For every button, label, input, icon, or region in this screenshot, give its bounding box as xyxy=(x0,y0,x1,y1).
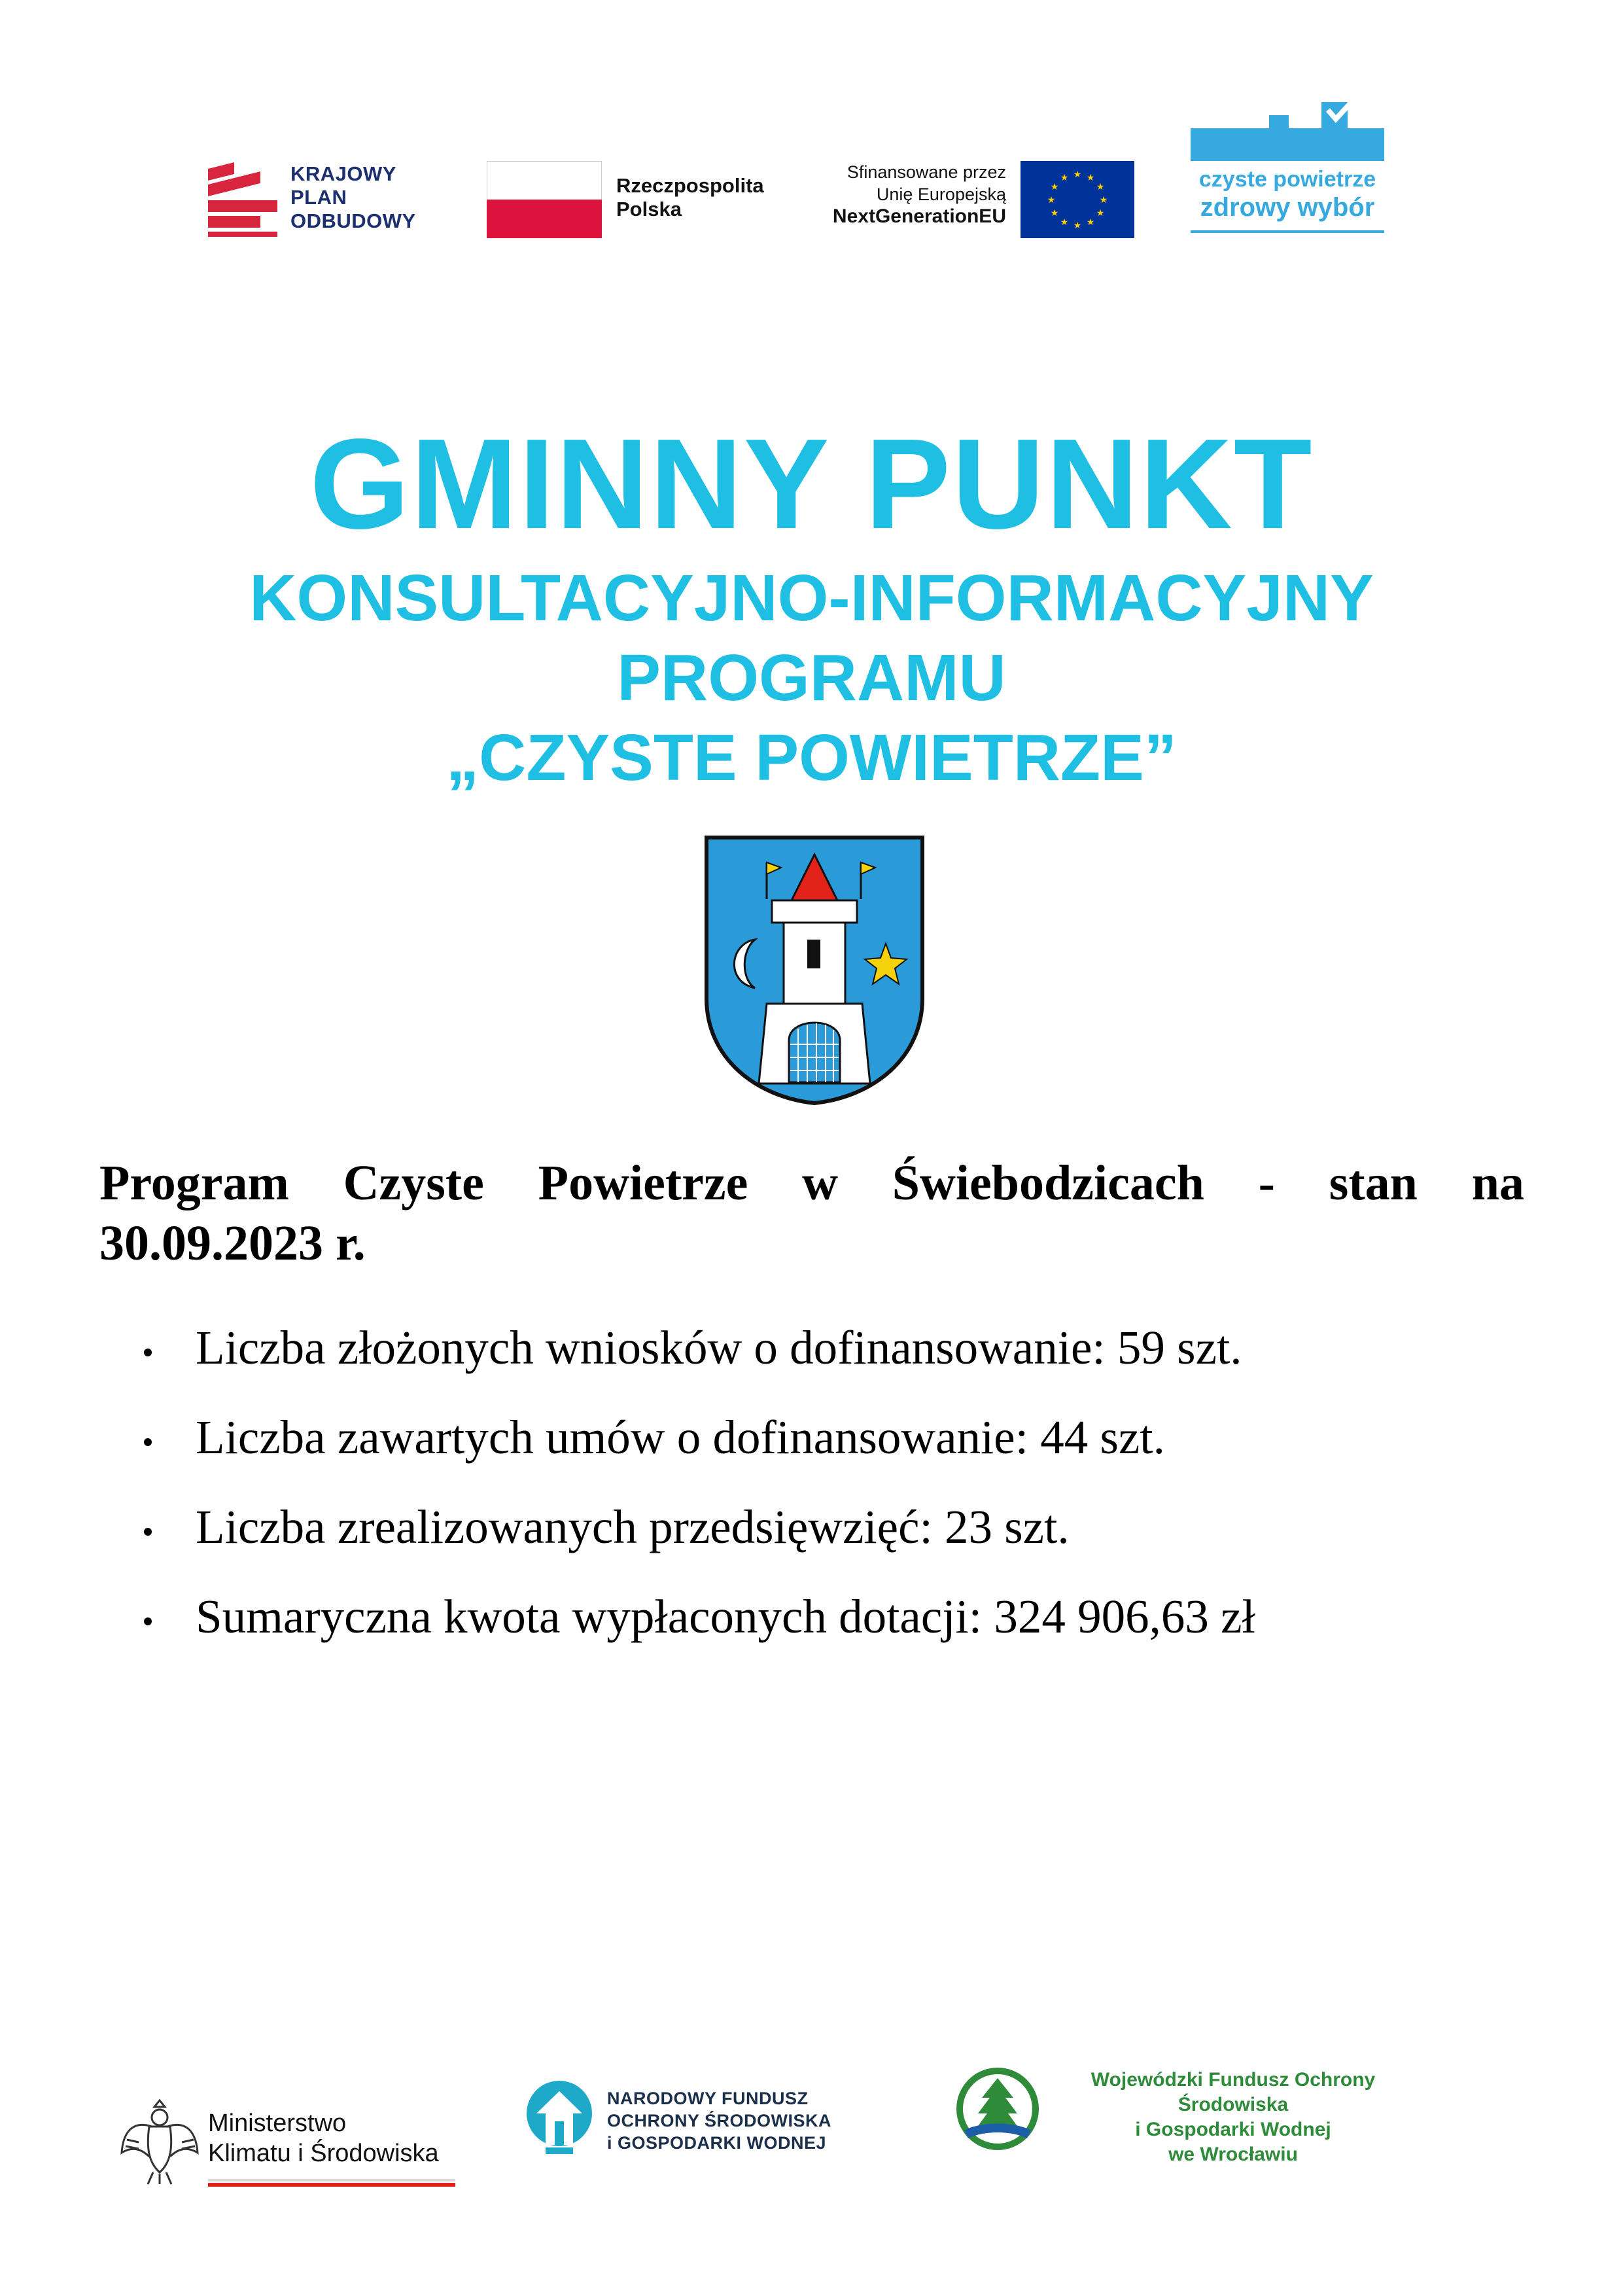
eu-funding-text xyxy=(805,161,1006,228)
swiebodzice-coat-of-arms-icon xyxy=(704,835,925,1106)
stat-text: Liczba złożonych wniosków o dofinansowanie: 59 szt. xyxy=(196,1321,1242,1374)
bullet-icon xyxy=(144,1617,152,1625)
bullet-icon xyxy=(144,1349,152,1356)
kpo-line: KRAJOWY xyxy=(290,162,396,185)
czyste-powietrze-text xyxy=(1191,166,1384,222)
svg-text:★: ★ xyxy=(1096,208,1105,219)
kpo-logo-text xyxy=(290,162,416,233)
nfos-line: OCHRONY ŚRODOWISKA xyxy=(607,2111,832,2130)
svg-text:★: ★ xyxy=(1060,173,1069,183)
subtitle-line-1: KONSULTACYJNO-INFORMACYJNY xyxy=(249,561,1374,635)
svg-text:★: ★ xyxy=(1073,221,1082,231)
wfosigw-logo-icon xyxy=(954,2065,1041,2153)
status-heading-line-1: Program Czyste Powietrze w Świebodzicach - stan na xyxy=(99,1156,1524,1210)
status-heading-line-2: 30.09.2023 r. xyxy=(99,1216,366,1271)
stat-text: Sumaryczna kwota wypłaconych dotacji: 324 906,63 zł xyxy=(196,1590,1255,1643)
poland-flag-icon xyxy=(487,161,602,238)
page-title: GMINNY PUNKT xyxy=(309,412,1314,556)
nfosigw-logo-text xyxy=(607,2087,831,2154)
list-item xyxy=(99,1320,1255,1375)
wfos-line: Wojewódzki Fundusz Ochrony Środowiska xyxy=(1091,2069,1376,2115)
wfosigw-logo-text xyxy=(1034,2068,1433,2167)
svg-text:★: ★ xyxy=(1050,208,1059,219)
czyste-line: czyste powietrze xyxy=(1198,167,1376,192)
svg-text:★: ★ xyxy=(1047,195,1056,205)
eu-flag-icon xyxy=(1021,161,1134,238)
nfos-line: i GOSPODARKI WODNEJ xyxy=(607,2133,827,2153)
wfos-line: i Gospodarki Wodnej xyxy=(1135,2119,1331,2140)
polish-eagle-icon xyxy=(119,2094,200,2185)
subtitle-line-2: PROGRAMU xyxy=(617,641,1006,715)
ministry-divider xyxy=(208,2179,455,2181)
kpo-line: PLAN xyxy=(290,186,347,209)
svg-text:★: ★ xyxy=(1086,173,1095,183)
wfos-line: we Wrocławiu xyxy=(1168,2144,1298,2165)
subtitle-line-3: „CZYSTE POWIETRZE” xyxy=(446,721,1177,794)
stat-text: Liczba zawartych umów o dofinansowanie: 44 szt. xyxy=(196,1411,1165,1464)
svg-text:★: ★ xyxy=(1086,217,1095,228)
ministry-line: Klimatu i Środowiska xyxy=(208,2140,439,2167)
poland-line: Rzeczpospolita xyxy=(616,174,764,197)
svg-text:★: ★ xyxy=(1099,195,1108,205)
svg-text:★: ★ xyxy=(1060,217,1069,228)
stat-text: Liczba zrealizowanych przedsięwzięć: 23 szt. xyxy=(196,1500,1070,1553)
ministry-line: Ministerstwo xyxy=(208,2110,347,2137)
kpo-logo-icon xyxy=(208,162,277,237)
eu-line: Unię Europejską xyxy=(876,185,1006,204)
list-item xyxy=(99,1500,1255,1555)
list-item xyxy=(99,1589,1255,1644)
czyste-line: zdrowy wybór xyxy=(1200,193,1375,222)
eu-line: NextGenerationEU xyxy=(832,205,1006,227)
poland-logo-text xyxy=(616,174,764,221)
nfosigw-logo-icon xyxy=(523,2079,595,2158)
nfos-line: NARODOWY FUNDUSZ xyxy=(607,2089,809,2108)
svg-text:★: ★ xyxy=(1096,182,1105,192)
kpo-line: ODBUDOWY xyxy=(290,209,416,232)
eu-line: Sfinansowane przez xyxy=(846,162,1006,182)
ministry-logo-text xyxy=(208,2108,439,2168)
bullet-icon xyxy=(144,1528,152,1536)
svg-text:★: ★ xyxy=(1073,169,1082,180)
list-item xyxy=(99,1410,1255,1465)
stats-list xyxy=(99,1320,1255,1679)
poland-line: Polska xyxy=(616,198,682,221)
bullet-icon xyxy=(144,1438,152,1446)
svg-text:★: ★ xyxy=(1050,182,1059,192)
ministry-flag-stripe xyxy=(208,2183,455,2187)
